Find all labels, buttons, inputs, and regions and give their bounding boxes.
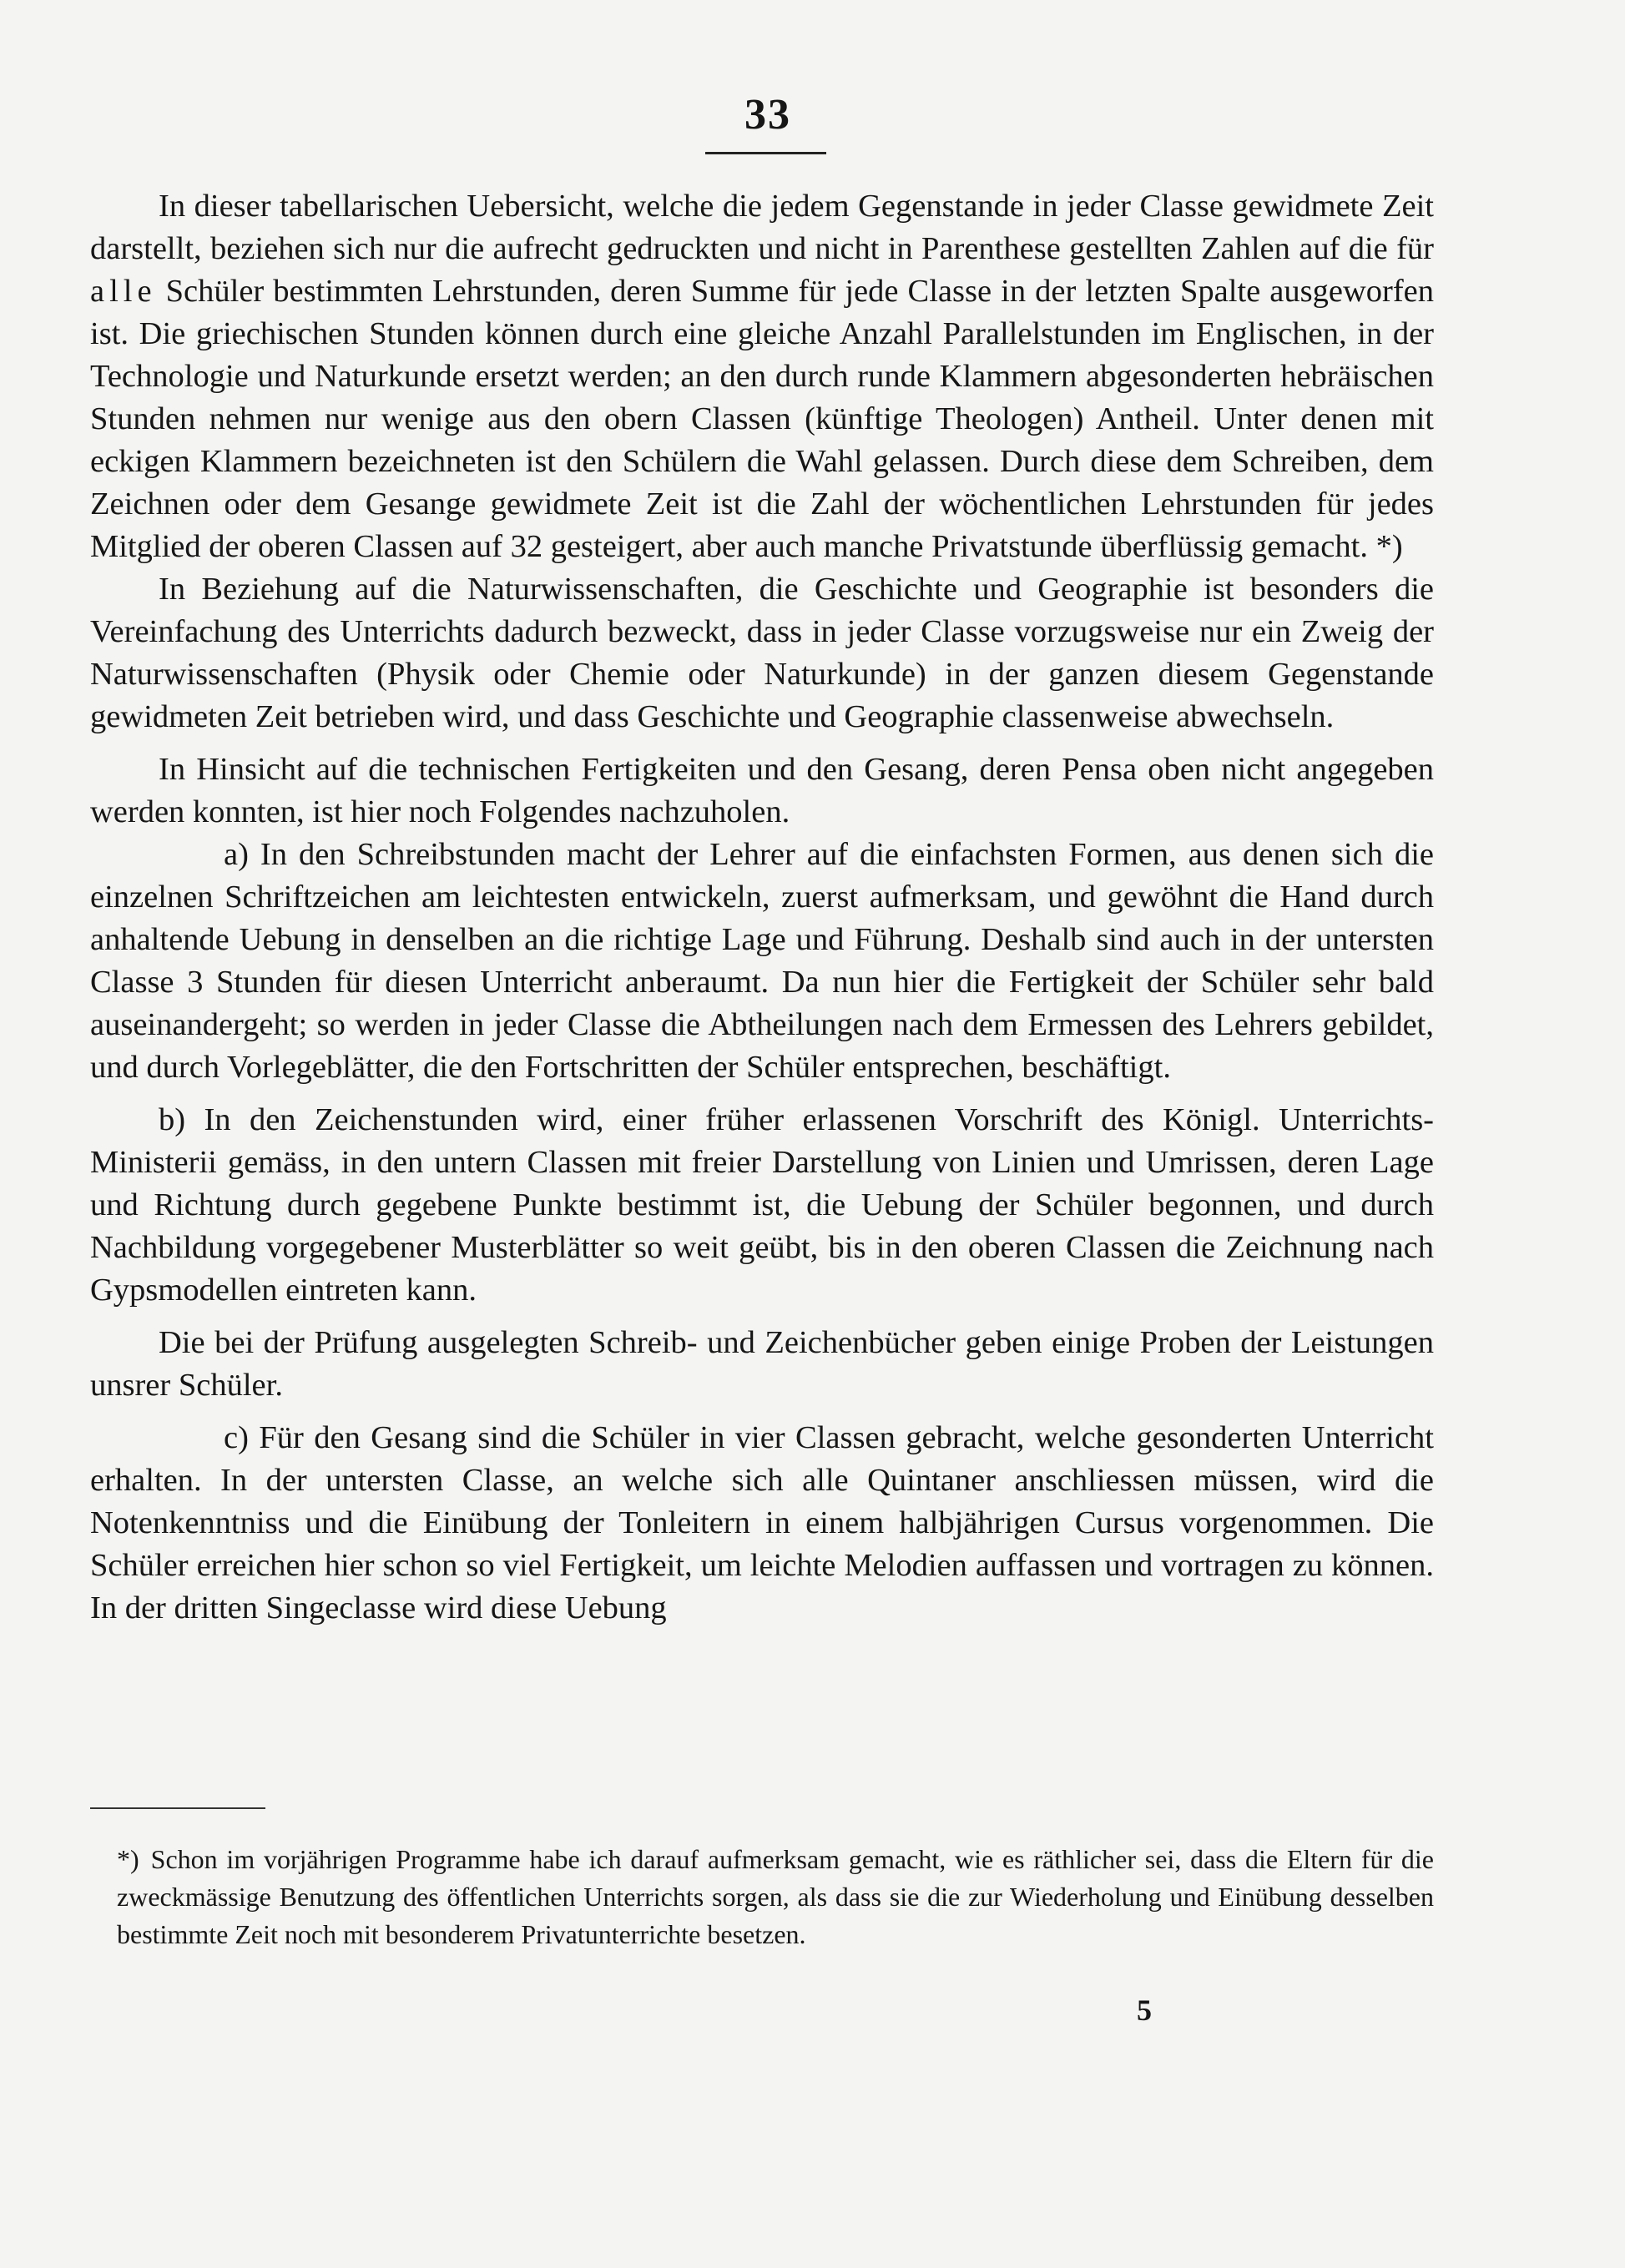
- paragraph-item-c: c) Für den Gesang sind die Schüler in vier Classen gebracht, welche gesonderten Unterricht erhalten. In der untersten Classe, an welche sich alle Quintaner anschliessen müssen, wird die Notenkenntniss und die Einübung der Tonleitern in einem halbjährigen Cursus vorgenommen. Die Schüler erreichen hier schon so viel Fertigkeit, um leichte Melodien auffassen und vortragen zu können. In der dritten Singeclasse wird diese Uebung: [90, 1420, 1434, 1625]
- paragraph-1-start: In dieser tabellarischen Uebersicht, welche die jedem Gegenstande in jeder Classe gewidmete Zeit darstellt, beziehen sich nur die aufrecht gedruckten und nicht in Parenthese gestellten Zahlen auf die für: [90, 189, 1434, 266]
- paragraph-3: In Hinsicht auf die technischen Fertigkeiten und den Gesang, deren Pensa oben nicht angegeben werden konnten, ist hier noch Folgendes nachzuholen.: [90, 752, 1434, 829]
- paragraph-1-rest: Schüler bestimmten Lehrstunden, deren Summe für jede Classe in der letzten Spalte ausgeworfen ist. Die griechischen Stunden können durch eine gleiche Anzahl Parallelstunden im Englischen, in der Technologie und Naturkunde ersetzt werden; an den durch runde Klammern abgesonderten hebräischen Stunden nehmen nur wenige aus den obern Classen (künftige Theologen) Antheil. Unter denen mit eckigen Klammern bezeichneten ist den Schülern die Wahl gelassen. Durch diese dem Schreiben, dem Zeichnen oder dem Gesange gewidmete Zeit ist die Zahl der wöchentlichen Lehrstunden für jedes Mitglied der oberen Classen auf 32 gesteigert, aber auch manche Privatstunde überflüssig gemacht. *): [90, 274, 1434, 564]
- paragraph-4: Die bei der Prüfung ausgelegten Schreib- und Zeichenbücher geben einige Proben der Leistungen unsrer Schüler.: [90, 1325, 1434, 1403]
- footnote-marker: *): [117, 1844, 139, 1874]
- paragraph-1: [90, 185, 1434, 568]
- signature-mark: 5: [1137, 1993, 1152, 2027]
- page-number: 33: [744, 91, 791, 139]
- paragraph-item-a: a) In den Schreibstunden macht der Lehrer auf die einfachsten Formen, aus denen sich die einzelnen Schriftzeichen am leichtesten entwickeln, zuerst aufmerksam, und gewöhnt die Hand durch anhaltende Uebung in denselben an die richtige Lage und Führung. Deshalb sind auch in der untersten Classe 3 Stunden für diesen Unterricht anberaumt. Da nun hier die Fertigkeit der Schüler sehr bald auseinandergeht; so werden in jeder Classe die Abtheilungen nach dem Ermessen des Lehrers gebildet, und durch Vorlegeblätter, die den Fortschritten der Schüler entsprechen, beschäftigt.: [90, 837, 1434, 1085]
- spaced-word-alle: alle: [90, 274, 157, 309]
- footnote-rule: [90, 1807, 265, 1809]
- body-text: [90, 185, 1434, 1630]
- footnote-text: Schon im vorjährigen Programme habe ich darauf aufmerksam gemacht, wie es räthlicher sei, dass die Eltern für die zweckmässige Benutzung des öffentlichen Unterrichts sorgen, als dass sie die zur Wiederholung und Einübung desselben bestimmte Zeit noch mit besonderem Privatunterrichte besetzen.: [117, 1844, 1434, 1949]
- footnote: [117, 1841, 1434, 1953]
- paragraph-item-b: b) In den Zeichenstunden wird, einer früher erlassenen Vorschrift des Königl. Unterrichts-Ministerii gemäss, in den untern Classen mit freier Darstellung von Linien und Umrissen, deren Lage und Richtung durch gegebene Punkte bestimmt ist, die Uebung der Schüler begonnen, und durch Nachbildung vorgegebener Musterblätter so weit geübt, bis in den oberen Classen die Zeichnung nach Gypsmodellen eintreten kann.: [90, 1102, 1434, 1308]
- paragraph-2: In Beziehung auf die Naturwissenschaften, die Geschichte und Geographie ist besonders die Vereinfachung des Unterrichts dadurch bezweckt, dass in jeder Classe vorzugsweise nur ein Zweig der Naturwissenschaften (Physik oder Chemie oder Naturkunde) in der ganzen diesem Gegenstande gewidmeten Zeit betrieben wird, und dass Geschichte und Geographie classenweise abwechseln.: [90, 572, 1434, 734]
- header-rule: [705, 152, 826, 154]
